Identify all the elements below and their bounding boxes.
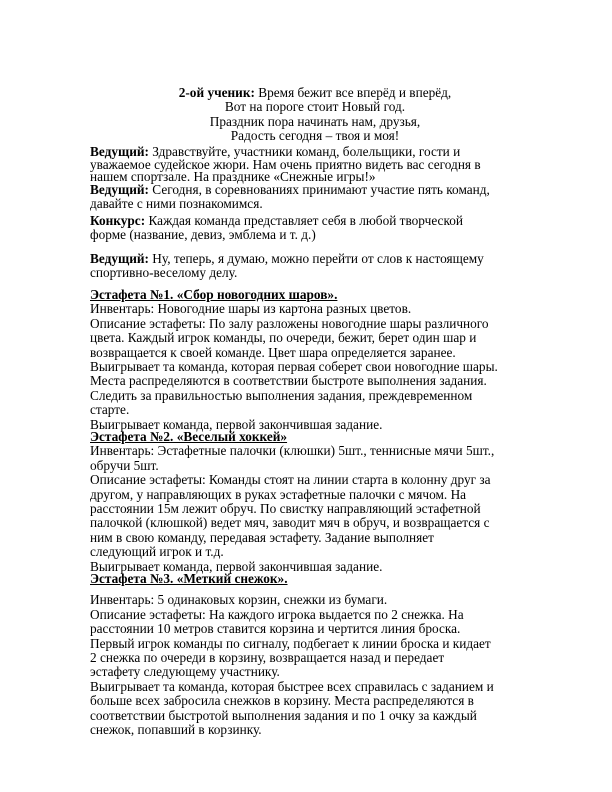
host-text: спортивно-веселому делу. (90, 265, 238, 281)
relay-1-line: цвета. Каждый игрок команды, по очереди, бежит, берет один шар и (90, 330, 477, 346)
relay-3-line: соответствии быстротой выполнения задания и по 1 очку за каждый (90, 707, 477, 723)
poem-speaker: 2-ой ученик: (178, 85, 255, 100)
relay-2-line: ним в свою команду, передавая эстафету. Задание выполняет (90, 529, 434, 545)
relay-1-line: Инвентарь: Новогодние шары из картона разных цветов. (90, 301, 412, 317)
contest-block (90, 214, 530, 243)
relay-3-line: Описание эстафеты: На каждого игрока выдается по 2 снежка. На (90, 606, 464, 622)
relay-3-line: больше всех забросила снежков в корзину. Места распределяются в (90, 693, 474, 709)
poem-line-4: Радость сегодня – твоя и моя! (230, 128, 400, 144)
relay-3-section (90, 572, 530, 737)
relay-3-line: Первый игрок команды по сигналу, подбегает к линии броска и кидает (90, 635, 491, 651)
host-text: Ну, теперь, я думаю, можно перейти от слов к настоящему (152, 251, 484, 266)
relay-2-section (90, 430, 530, 574)
contest-text: Каждая команда представляет себя в любой творческой (148, 213, 463, 228)
relay-2-line: палочкой (клюшкой) ведет мяч, заводит мяч в обруч, и возвращается с (90, 515, 490, 531)
relay-2-line: Выигрывает команда, первой закончившая задание. (90, 558, 383, 574)
relay-3-line: Выигрывает та команда, которая быстрее всех справилась с заданием и (90, 678, 494, 694)
relay-2-line: Инвентарь: Эстафетные палочки (клюшки) 5шт., теннисные мячи 5шт., (90, 443, 495, 459)
contest-label: Конкурс: (90, 213, 146, 228)
poem-text: Время бежит все вперёд и вперёд, (258, 85, 452, 100)
relay-3-line: снежок, попавший в корзинку. (90, 722, 262, 738)
relay-1-line: Места распределяются в соответствии быстроте выполнения задания. (90, 373, 487, 389)
host-text: нашем спортзале. На празднике «Снежные игры!» (90, 169, 376, 185)
relay-1-title: Эстафета №1. «Сбор новогодних шаров». (90, 287, 338, 302)
host-label: Ведущий: (90, 251, 149, 266)
host-label: Ведущий: (90, 182, 149, 197)
relay-1-line: возвращается к своей команде. Цвет шара определяется заранее. (90, 344, 456, 360)
host-transition (90, 252, 530, 281)
relay-3-line: расстоянии 10 метров ставится корзина и чертится линия броска. (90, 621, 461, 637)
relay-1-line: Следить за правильностью выполнения задания, преждевременном (90, 387, 473, 403)
relay-3-line: 2 снежка по очереди в корзину, возвращается назад и передает (90, 650, 445, 666)
poem-line-2: Вот на пороге стоит Новый год. (224, 99, 406, 115)
relay-2-title: Эстафета №2. «Веселый хоккей» (90, 429, 288, 444)
relay-1-line: Выигрывает команда, первой закончившая задание. (90, 416, 383, 432)
relay-2-line: обручи 5шт. (90, 457, 159, 473)
relay-3-line: эстафету следующему участнику. (90, 664, 280, 680)
relay-1-line: Выигрывает та команда, которая первая соберет свои новогодние шары. (90, 359, 498, 375)
relay-2-line: следующий игрок и т.д. (90, 544, 224, 560)
relay-1-line: старте. (90, 402, 130, 418)
poem-block (150, 86, 480, 144)
relay-1-section (90, 288, 530, 432)
relay-2-line: расстоянии 15м лежит обруч. По свистку направляющий эстафетной (90, 501, 481, 517)
relay-1-line: Описание эстафеты: По залу разложены новогодние шары различного (90, 315, 489, 331)
contest-text: форме (название, девиз, эмблема и т. д.) (90, 227, 316, 243)
host-label: Ведущий: (90, 144, 149, 159)
relay-3-line: Инвентарь: 5 одинаковых корзин, снежки из бумаги. (90, 592, 388, 608)
host-text: Сегодня, в соревнованиях принимают участие пять команд, (152, 182, 490, 197)
poem-line-3: Праздник пора начинать нам, друзья, (209, 113, 421, 129)
poem-line-1 (150, 86, 480, 100)
relay-2-line: другом, у направляющих в руках эстафетные палочки с мячом. На (90, 486, 467, 502)
host-text: давайте с ними познакомимся. (90, 196, 263, 212)
host-greeting (90, 146, 530, 184)
relay-3-title: Эстафета №3. «Меткий снежок». (90, 571, 288, 586)
host-text: Здравствуйте, участники команд, болельщики, гости и (152, 144, 461, 159)
host-text: уважаемое судейское жюри. Нам очень приятно видеть вас сегодня в (90, 156, 481, 172)
host-teams (90, 183, 530, 212)
relay-2-line: Описание эстафеты: Команды стоят на линии старта в колонну друг за (90, 472, 491, 488)
